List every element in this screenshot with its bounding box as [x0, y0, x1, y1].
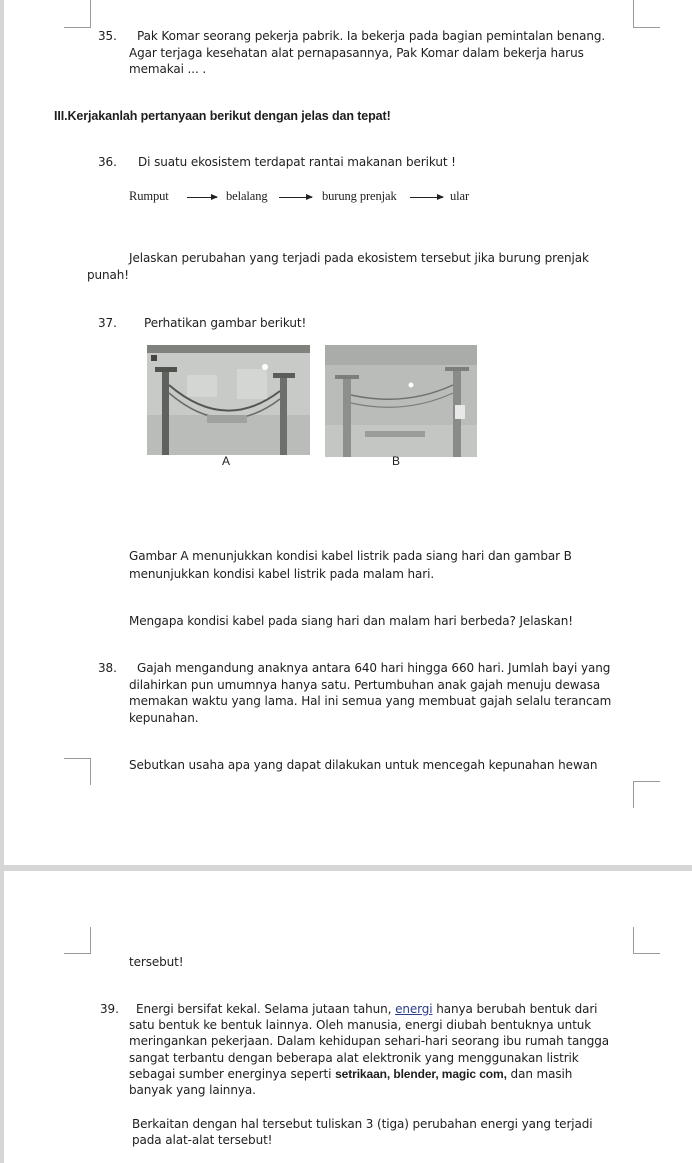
question-39-line-1-start: Energi bersifat kekal. Selama jutaan tahun, — [136, 1002, 392, 1016]
question-37-prompt: Mengapa kondisi kabel pada siang hari dan malam hari berbeda? Jelaskan! — [129, 614, 573, 628]
question-39-line-6: banyak yang lainnya. — [129, 1083, 256, 1097]
question-39-line-1 — [136, 1001, 597, 1017]
crop-mark-top-left — [64, 0, 91, 28]
question-number-38: 38. — [98, 661, 117, 675]
crop-mark-top-right — [633, 927, 660, 954]
question-39-line-2: satu bentuk ke bentuk lainnya. Oleh manusia, energi diubah bentuknya untuk — [129, 1018, 592, 1032]
section-heading: III.Kerjakanlah pertanyaan berikut dengan jelas dan tepat! — [54, 109, 391, 123]
question-38-line-4: kepunahan. — [129, 711, 199, 725]
energi-link[interactable]: energi — [395, 1002, 433, 1016]
question-35-line-3: memakai ... . — [129, 62, 207, 76]
food-chain-arrow-2 — [279, 197, 312, 198]
question-39-line-3: meringankan pekerjaan. Dalam kehidupan sehari-hari seorang ibu rumah tangga — [129, 1034, 610, 1048]
question-39-line-5-end: dan masih — [510, 1067, 573, 1081]
cable-photo-b-image — [325, 345, 477, 457]
question-36-intro: Di suatu ekosistem terdapat rantai makanan berikut ! — [138, 155, 456, 169]
cable-photo-a — [147, 345, 310, 455]
crop-mark-top-right — [633, 0, 660, 28]
question-38-line-3: memakan waktu yang lama. Hal ini semua yang membuat gajah selalu terancam — [129, 694, 612, 708]
question-36-prompt-line-2: punah! — [87, 268, 129, 282]
food-chain-arrow-3 — [410, 197, 443, 198]
cable-photo-b-caption: B — [392, 454, 401, 468]
question-number-36: 36. — [98, 155, 117, 169]
question-39-line-1-end: hanya berubah bentuk dari — [436, 1002, 598, 1016]
question-35-line-2: Agar terjaga kesehatan alat pernapasannya, Pak Komar dalam bekerja harus — [129, 46, 584, 60]
question-37-intro: Perhatikan gambar berikut! — [144, 316, 307, 330]
cable-photo-a-caption: A — [222, 454, 231, 468]
question-39-prompt-line-2: pada alat-alat tersebut! — [132, 1133, 273, 1147]
question-39-line-5-start: sebagai sumber energinya seperti — [129, 1067, 332, 1081]
food-chain-item-1: Rumput — [129, 189, 169, 203]
question-35-line-1: Pak Komar seorang pekerja pabrik. Ia bekerja pada bagian pemintalan benang. — [137, 29, 606, 43]
food-chain-item-2: belalang — [226, 189, 268, 203]
question-number-39: 39. — [100, 1002, 119, 1016]
question-39-line-5 — [129, 1066, 572, 1082]
document-page-1 — [4, 0, 692, 865]
document-page-2 — [4, 871, 692, 1163]
question-number-35: 35. — [98, 29, 117, 43]
question-36-prompt-line-1: Jelaskan perubahan yang terjadi pada ekosistem tersebut jika burung prenjak — [129, 251, 589, 265]
food-chain-item-4: ular — [450, 189, 470, 203]
question-38-prompt-line-1: Sebutkan usaha apa yang dapat dilakukan untuk mencegah kepunahan hewan — [129, 758, 598, 772]
crop-mark-top-left — [64, 927, 91, 954]
crop-mark-bottom-left — [64, 758, 91, 785]
cable-photo-b — [325, 345, 477, 457]
question-39-prompt-line-1: Berkaitan dengan hal tersebut tuliskan 3 (tiga) perubahan energi yang terjadi — [132, 1117, 593, 1131]
food-chain-item-3: burung prenjak — [322, 189, 397, 203]
food-chain-arrow-1 — [187, 197, 217, 198]
question-38-prompt-line-2: tersebut! — [129, 955, 184, 969]
question-38-line-1: Gajah mengandung anaknya antara 640 hari hingga 660 hari. Jumlah bayi yang — [137, 661, 611, 675]
question-37-description-line-1: Gambar A menunjukkan kondisi kabel listrik pada siang hari dan gambar B — [129, 549, 572, 563]
question-37-description-line-2: menunjukkan kondisi kabel listrik pada malam hari. — [129, 567, 435, 581]
appliance-list: setrikaan, blender, magic com, — [335, 1067, 507, 1081]
question-number-37: 37. — [98, 316, 117, 330]
cable-photo-a-image — [147, 345, 310, 455]
crop-mark-bottom-right — [633, 781, 660, 808]
question-39-line-4: sangat terbantu dengan beberapa alat elektronik yang menggunakan listrik — [129, 1051, 579, 1065]
question-38-line-2: dilahirkan pun umumnya hanya satu. Pertumbuhan anak gajah menuju dewasa — [129, 678, 601, 692]
